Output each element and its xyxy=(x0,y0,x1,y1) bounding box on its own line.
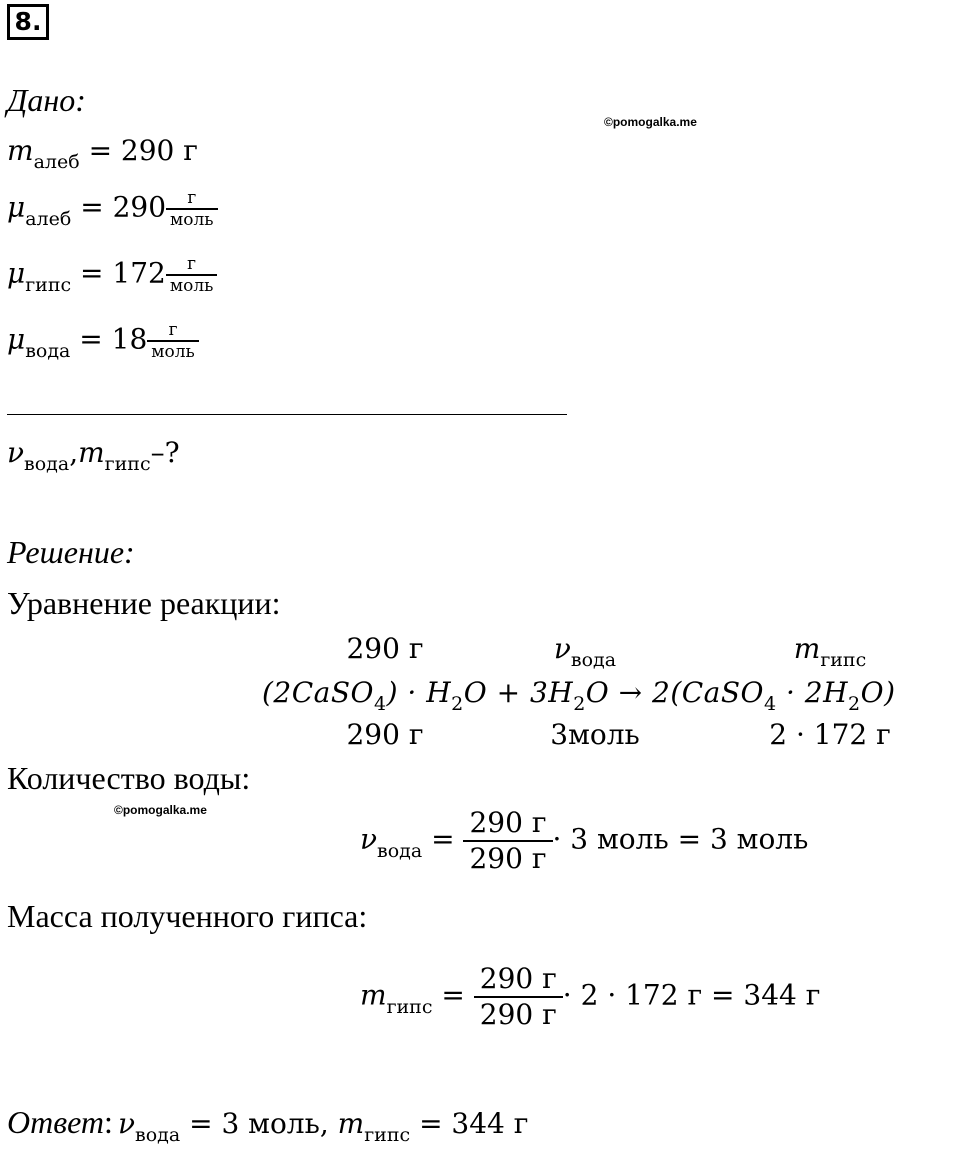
subscript: алеб xyxy=(33,151,80,173)
mass-heading: Масса полученного гипса: xyxy=(7,898,368,934)
symbol-m: m xyxy=(793,632,821,665)
reaction-bottom-water: 3моль xyxy=(550,718,640,751)
mass-fraction xyxy=(474,962,563,1032)
symbol-nu: ν xyxy=(360,822,378,856)
subscript: гипс xyxy=(104,453,151,475)
water-result: · 3 моль = 3 моль xyxy=(552,822,809,856)
formula-part: (2CaSO xyxy=(262,676,374,709)
subscript: гипс xyxy=(820,649,867,671)
watermark-middle: ©pomogalka.me xyxy=(114,803,207,817)
symbol-mu: μ xyxy=(7,190,26,224)
mass-result: · 2 · 172 г = 344 г xyxy=(562,978,821,1012)
problem-number: 8. xyxy=(7,4,49,40)
fraction-denominator: 290 г xyxy=(479,998,557,1031)
solution-label: Решение: xyxy=(7,534,135,570)
answer-label: Ответ xyxy=(7,1104,104,1140)
symbol-nu: ν xyxy=(7,436,25,469)
question: –? xyxy=(150,436,180,469)
subscript: вода xyxy=(24,453,70,475)
unit-denominator: моль xyxy=(151,342,195,362)
reaction-heading: Уравнение реакции: xyxy=(7,585,281,621)
subscript: гипс xyxy=(25,273,72,296)
given-divider xyxy=(7,414,567,415)
unit-fraction xyxy=(166,188,218,230)
reaction-top-alabaster: 290 г xyxy=(346,632,424,665)
unit-denominator: моль xyxy=(169,276,214,296)
given-row-molar-water xyxy=(7,320,199,362)
reaction-bottom-alabaster: 290 г xyxy=(346,718,424,751)
unit-fraction xyxy=(147,320,199,362)
water-heading: Количество воды: xyxy=(7,760,251,796)
water-calculation xyxy=(360,806,808,876)
subscript: вода xyxy=(377,839,423,862)
formula-part: · 2H xyxy=(776,676,849,709)
symbol-m: m xyxy=(7,134,34,167)
unit-numerator: г xyxy=(166,254,218,276)
value: = 18 xyxy=(79,322,148,356)
answer-row xyxy=(7,1104,529,1146)
reaction-equation xyxy=(262,676,896,715)
symbol-m: m xyxy=(337,1107,365,1140)
subscript: алеб xyxy=(25,207,72,230)
subscript: вода xyxy=(135,1124,181,1146)
symbol-m: m xyxy=(360,978,387,1012)
formula-part: O → 2(CaSO xyxy=(585,676,764,709)
symbol-nu: ν xyxy=(553,632,571,665)
subscript: вода xyxy=(25,339,71,362)
subscript: 2 xyxy=(451,693,464,715)
formula-part: ) · H xyxy=(386,676,452,709)
separator: , xyxy=(69,436,79,469)
symbol-mu: μ xyxy=(7,322,26,356)
given-row-mass-alabaster xyxy=(7,134,198,173)
formula-part: O + 3H xyxy=(463,676,574,709)
symbol-nu: ν xyxy=(117,1107,136,1140)
reaction-top-gypsum xyxy=(760,632,900,671)
subscript: вода xyxy=(570,649,617,671)
subscript: гипс xyxy=(386,995,433,1018)
given-row-molar-gypsum xyxy=(7,254,217,296)
symbol-m: m xyxy=(78,436,105,469)
watermark-top: ©pomogalka.me xyxy=(604,115,697,129)
unit-numerator: г xyxy=(166,188,218,210)
subscript: гипс xyxy=(364,1124,411,1146)
unit-numerator: г xyxy=(147,320,199,342)
answer-value-water: = 3 моль, xyxy=(189,1107,329,1140)
fraction-numerator: 290 г xyxy=(474,962,563,998)
subscript: 2 xyxy=(573,693,586,715)
fraction-numerator: 290 г xyxy=(463,806,552,842)
subscript: 2 xyxy=(848,693,861,715)
reaction-bottom-gypsum: 2 · 172 г xyxy=(769,718,891,751)
value: = 172 xyxy=(80,256,166,290)
find-row xyxy=(7,436,180,475)
equals: = xyxy=(431,822,455,856)
subscript: 4 xyxy=(764,693,777,715)
equals: = xyxy=(441,978,465,1012)
value: = 290 г xyxy=(88,134,198,167)
given-label: Дано: xyxy=(7,82,86,118)
subscript: 4 xyxy=(374,693,387,715)
unit-fraction xyxy=(166,254,218,296)
given-row-molar-alabaster xyxy=(7,188,218,230)
mass-calculation xyxy=(360,962,820,1032)
symbol-mu: μ xyxy=(7,256,26,290)
water-fraction xyxy=(463,806,552,876)
unit-denominator: моль xyxy=(170,210,214,230)
answer-colon: : xyxy=(104,1104,113,1140)
fraction-denominator: 290 г xyxy=(469,842,547,875)
value: = 290 xyxy=(80,190,167,224)
formula-part: O) xyxy=(860,676,896,709)
reaction-top-water xyxy=(520,632,650,671)
answer-value-gypsum: = 344 г xyxy=(419,1107,529,1140)
